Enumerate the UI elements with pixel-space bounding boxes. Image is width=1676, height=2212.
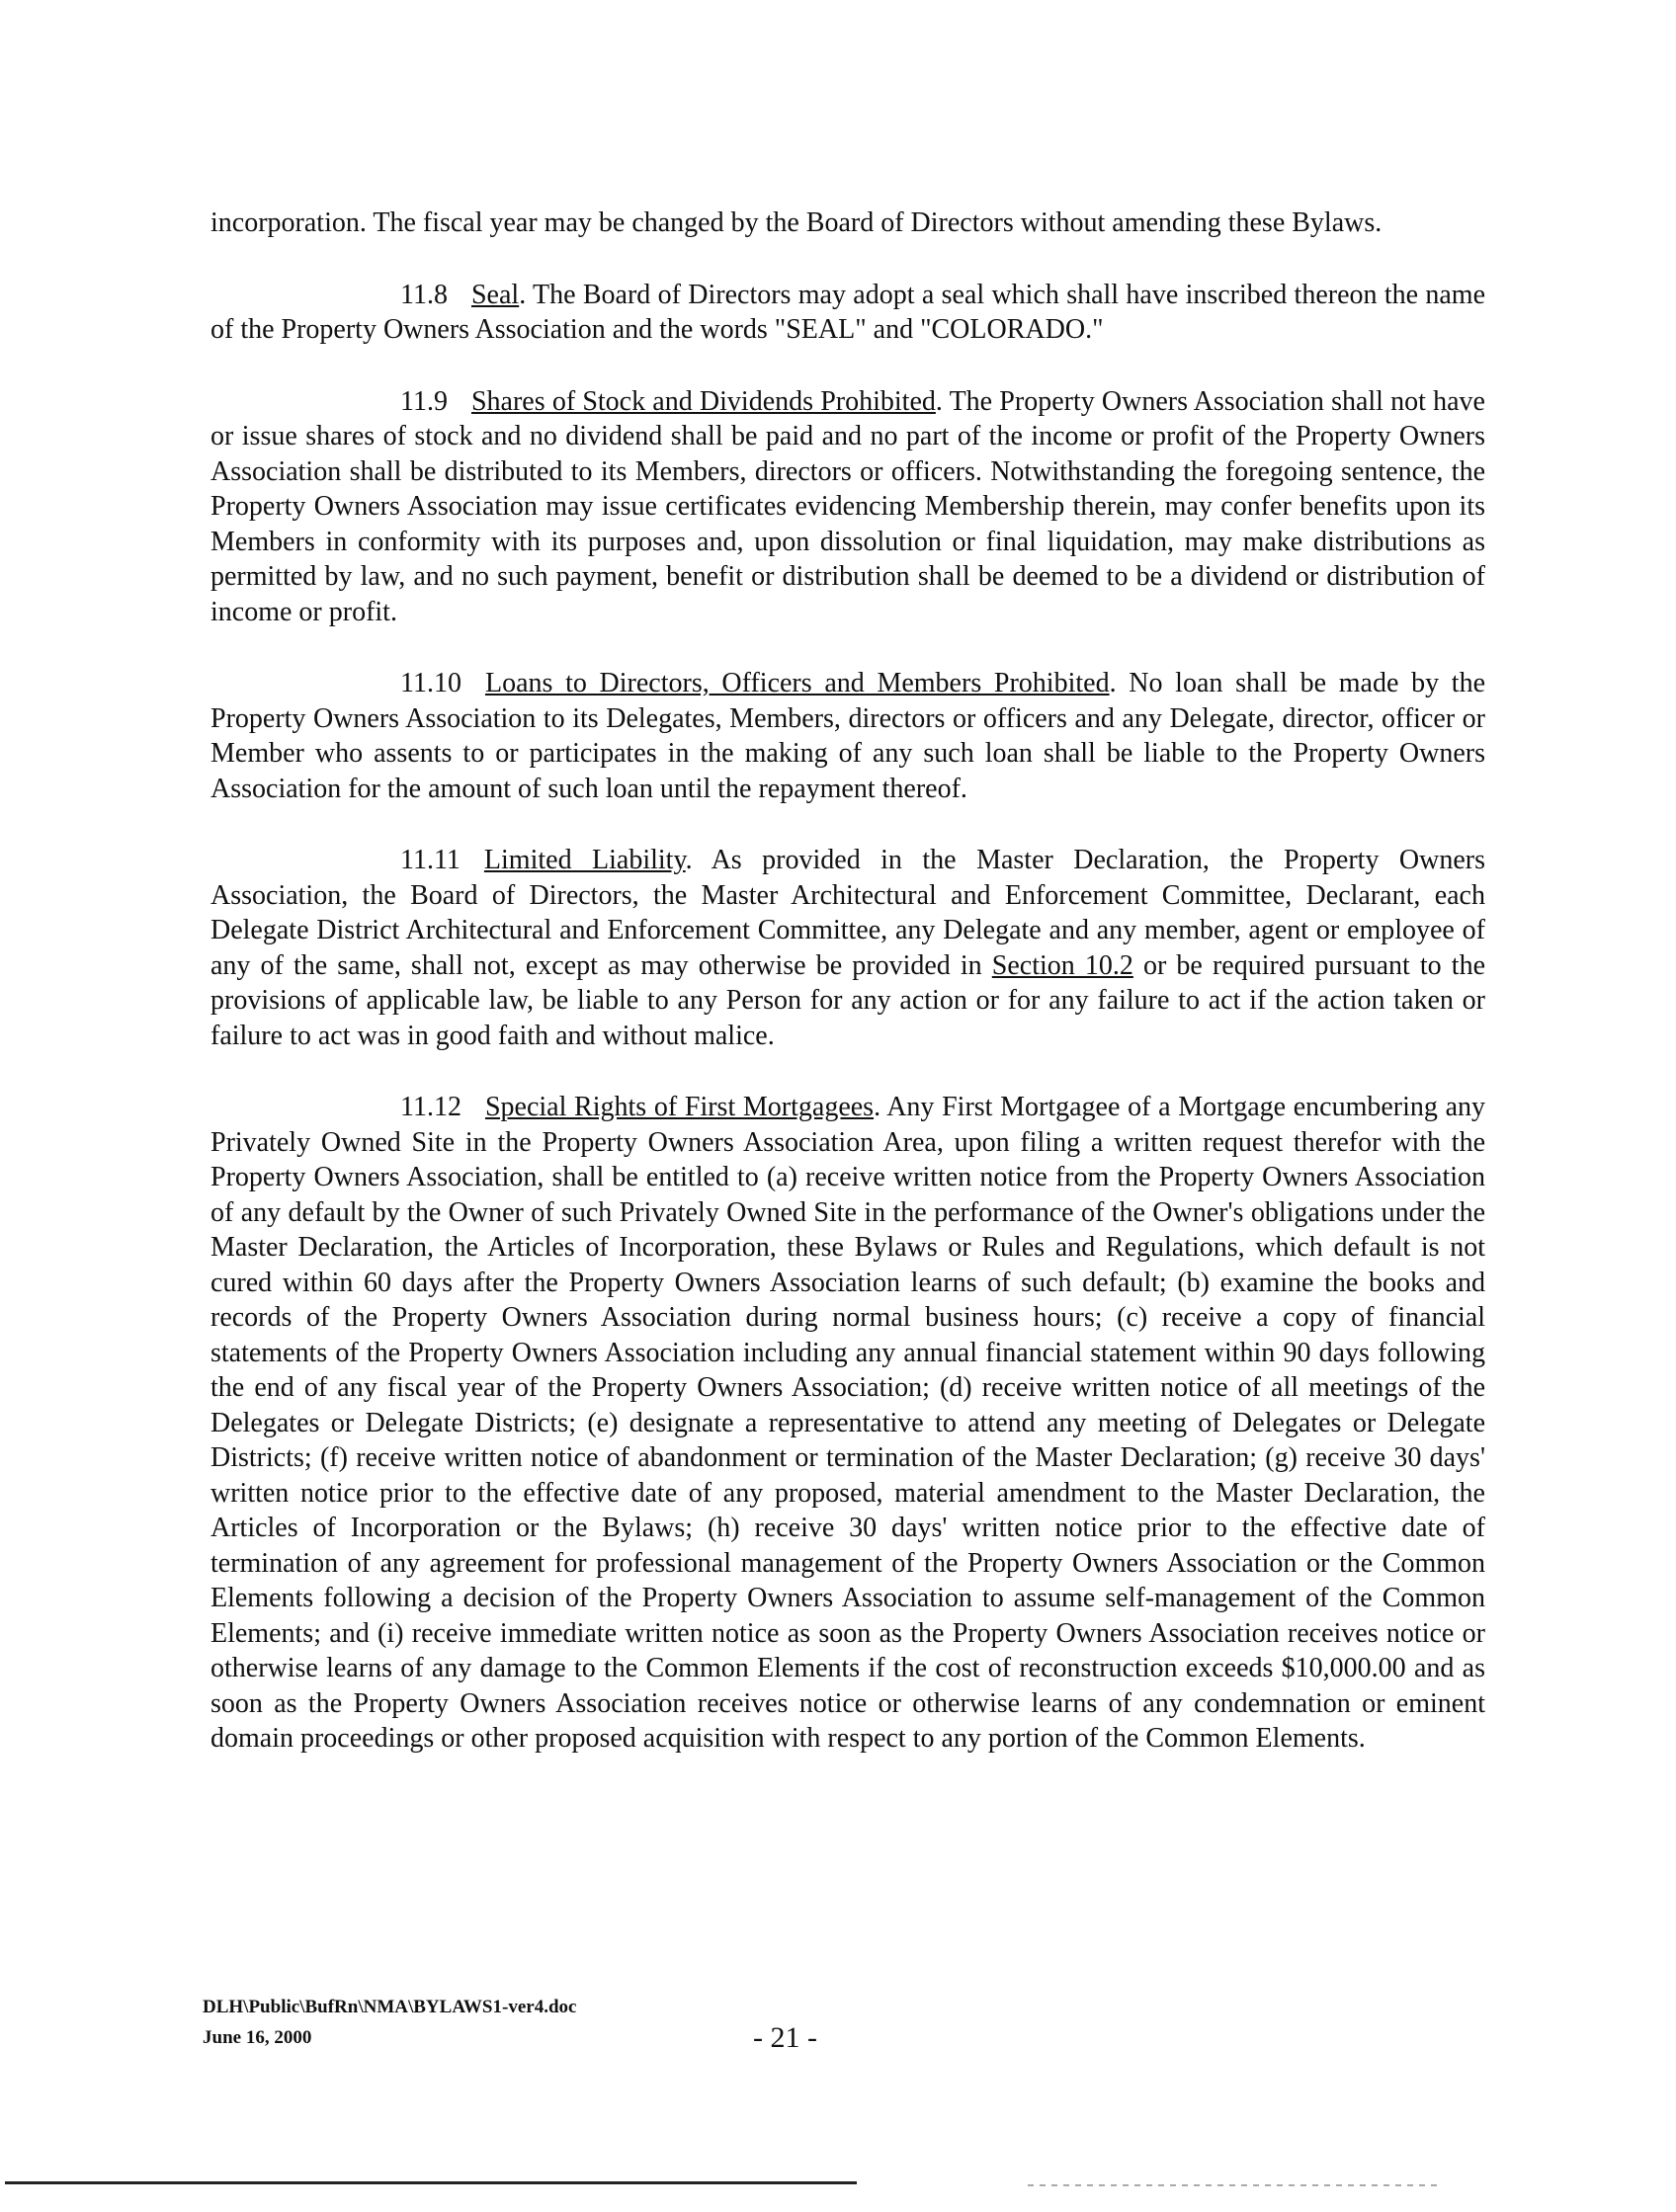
bottom-rule-faint xyxy=(1028,2184,1443,2186)
section-number: 11.9 xyxy=(400,385,448,417)
section-11-9 xyxy=(210,384,1485,630)
section-number: 11.10 xyxy=(400,668,461,698)
document-body xyxy=(210,205,1485,1793)
section-number: 11.11 xyxy=(400,845,461,875)
footer-date: June 16, 2000 xyxy=(203,2027,312,2048)
section-text: . Any First Mortgagee of a Mortgage encumbering any Privately Owned Site in the Property Owners Association Area, upon filing a written request therefor with the Property Owners Association, shall be entitled to (a) receive written notice from the Property Owners Association of any default by the Owner of such Privately Owned Site in the performance of the Owner's obligations under the Master Declaration, the Articles of Incorporation, these Bylaws or Rules and Regulations, which default is not cured within 60 days after the Property Owners Association learns of such default; (b) examine the books and records of the Property Owners Association during normal business hours; (c) receive a copy of financial statements of the Property Owners Association including any annual financial statement within 90 days following the end of any fiscal year of the Property Owners Association; (d) receive written notice of all meetings of the Delegates or Delegate Districts; (e) designate a representative to attend any meeting of Delegates or Delegate Districts; (f) receive written notice of abandonment or termination of the Master Declaration; (g) receive 30 days' written notice prior to the effective date of any proposed, material amendment to the Master Declaration, the Articles of Incorporation or the Bylaws; (h) receive 30 days' written notice prior to the effective date of termination of any agreement for professional management of the Property Owners Association or the Common Elements following a decision of the Property Owners Association to assume self-management of the Common Elements; and (i) receive immediate written notice as soon as the Property Owners Association receives notice or otherwise learns of any damage to the Common Elements if the cost of reconstruction exceeds $10,000.00 and as soon as the Property Owners Association receives notice or otherwise learns of any condemnation or eminent domain proceedings or other proposed acquisition with respect to any portion of the Common Elements. xyxy=(210,1092,1485,1754)
section-text: . As provided in the Master Declaration, the Property Owners Association, the Board of Directors, the Master Architectural and Enforcement Committee, Declarant, each Delegate District Architectural and Enforcement Committee, any Delegate and any member, agent or employee of any of the same, shall not, except as may otherwise be provided in xyxy=(210,845,1485,981)
section-title: Limited Liability xyxy=(483,845,686,875)
page-number: - 21 - xyxy=(753,2021,817,2054)
paragraph-text: incorporation. The fiscal year may be changed by the Board of Directors without amending these Bylaws. xyxy=(210,207,1383,238)
paragraph-continuation xyxy=(210,205,1485,241)
page-footer xyxy=(203,1993,1290,2053)
section-11-10 xyxy=(210,666,1485,806)
bottom-rule xyxy=(5,2181,857,2184)
section-11-12 xyxy=(210,1090,1485,1757)
section-title: Shares of Stock and Dividends Prohibited xyxy=(470,385,936,417)
section-number: 11.8 xyxy=(400,279,448,310)
section-text: or be required pursuant to the provisions of applicable law, be liable to any Person for any action or for any failure to act if the action taken or failure to act was in good faith and without malice. xyxy=(210,949,1486,1051)
section-number: 11.12 xyxy=(400,1092,461,1122)
section-title: Loans to Directors, Officers and Members Prohibited xyxy=(484,668,1110,698)
section-title: Seal xyxy=(470,279,520,310)
footer-file-path: DLH\Public\BufRn\NMA\BYLAWS1-ver4.doc xyxy=(203,1997,577,2017)
section-text: . The Board of Directors may adopt a seal which shall have inscribed thereon the name of the Property Owners Association and the words "SEAL" and "COLORADO." xyxy=(210,279,1485,345)
section-text: . No loan shall be made by the Property Owners Association to its Delegates, Members, directors or officers and any Delegate, director, officer or Member who assents to or participates in the making of any such loan shall be liable to the Property Owners Association for the amount of such loan until the repayment thereof. xyxy=(210,668,1485,804)
section-11-8 xyxy=(210,278,1485,348)
section-cross-reference: Section 10.2 xyxy=(991,949,1133,981)
section-text: . The Property Owners Association shall not have or issue shares of stock and no dividend shall be paid and no part of the income or profit of the Property Owners Association shall be distributed to its Members, directors or officers. Notwithstanding the foregoing sentence, the Property Owners Association may issue certificates evidencing Membership therein, may confer benefits upon its Members in conformity with its purposes and, upon dissolution or final liquidation, may make distributions as permitted by law, and no such payment, benefit or distribution shall be deemed to be a dividend or distribution of income or profit. xyxy=(210,385,1485,627)
section-11-11 xyxy=(210,843,1485,1053)
section-title: Special Rights of First Mortgagees xyxy=(484,1092,875,1122)
